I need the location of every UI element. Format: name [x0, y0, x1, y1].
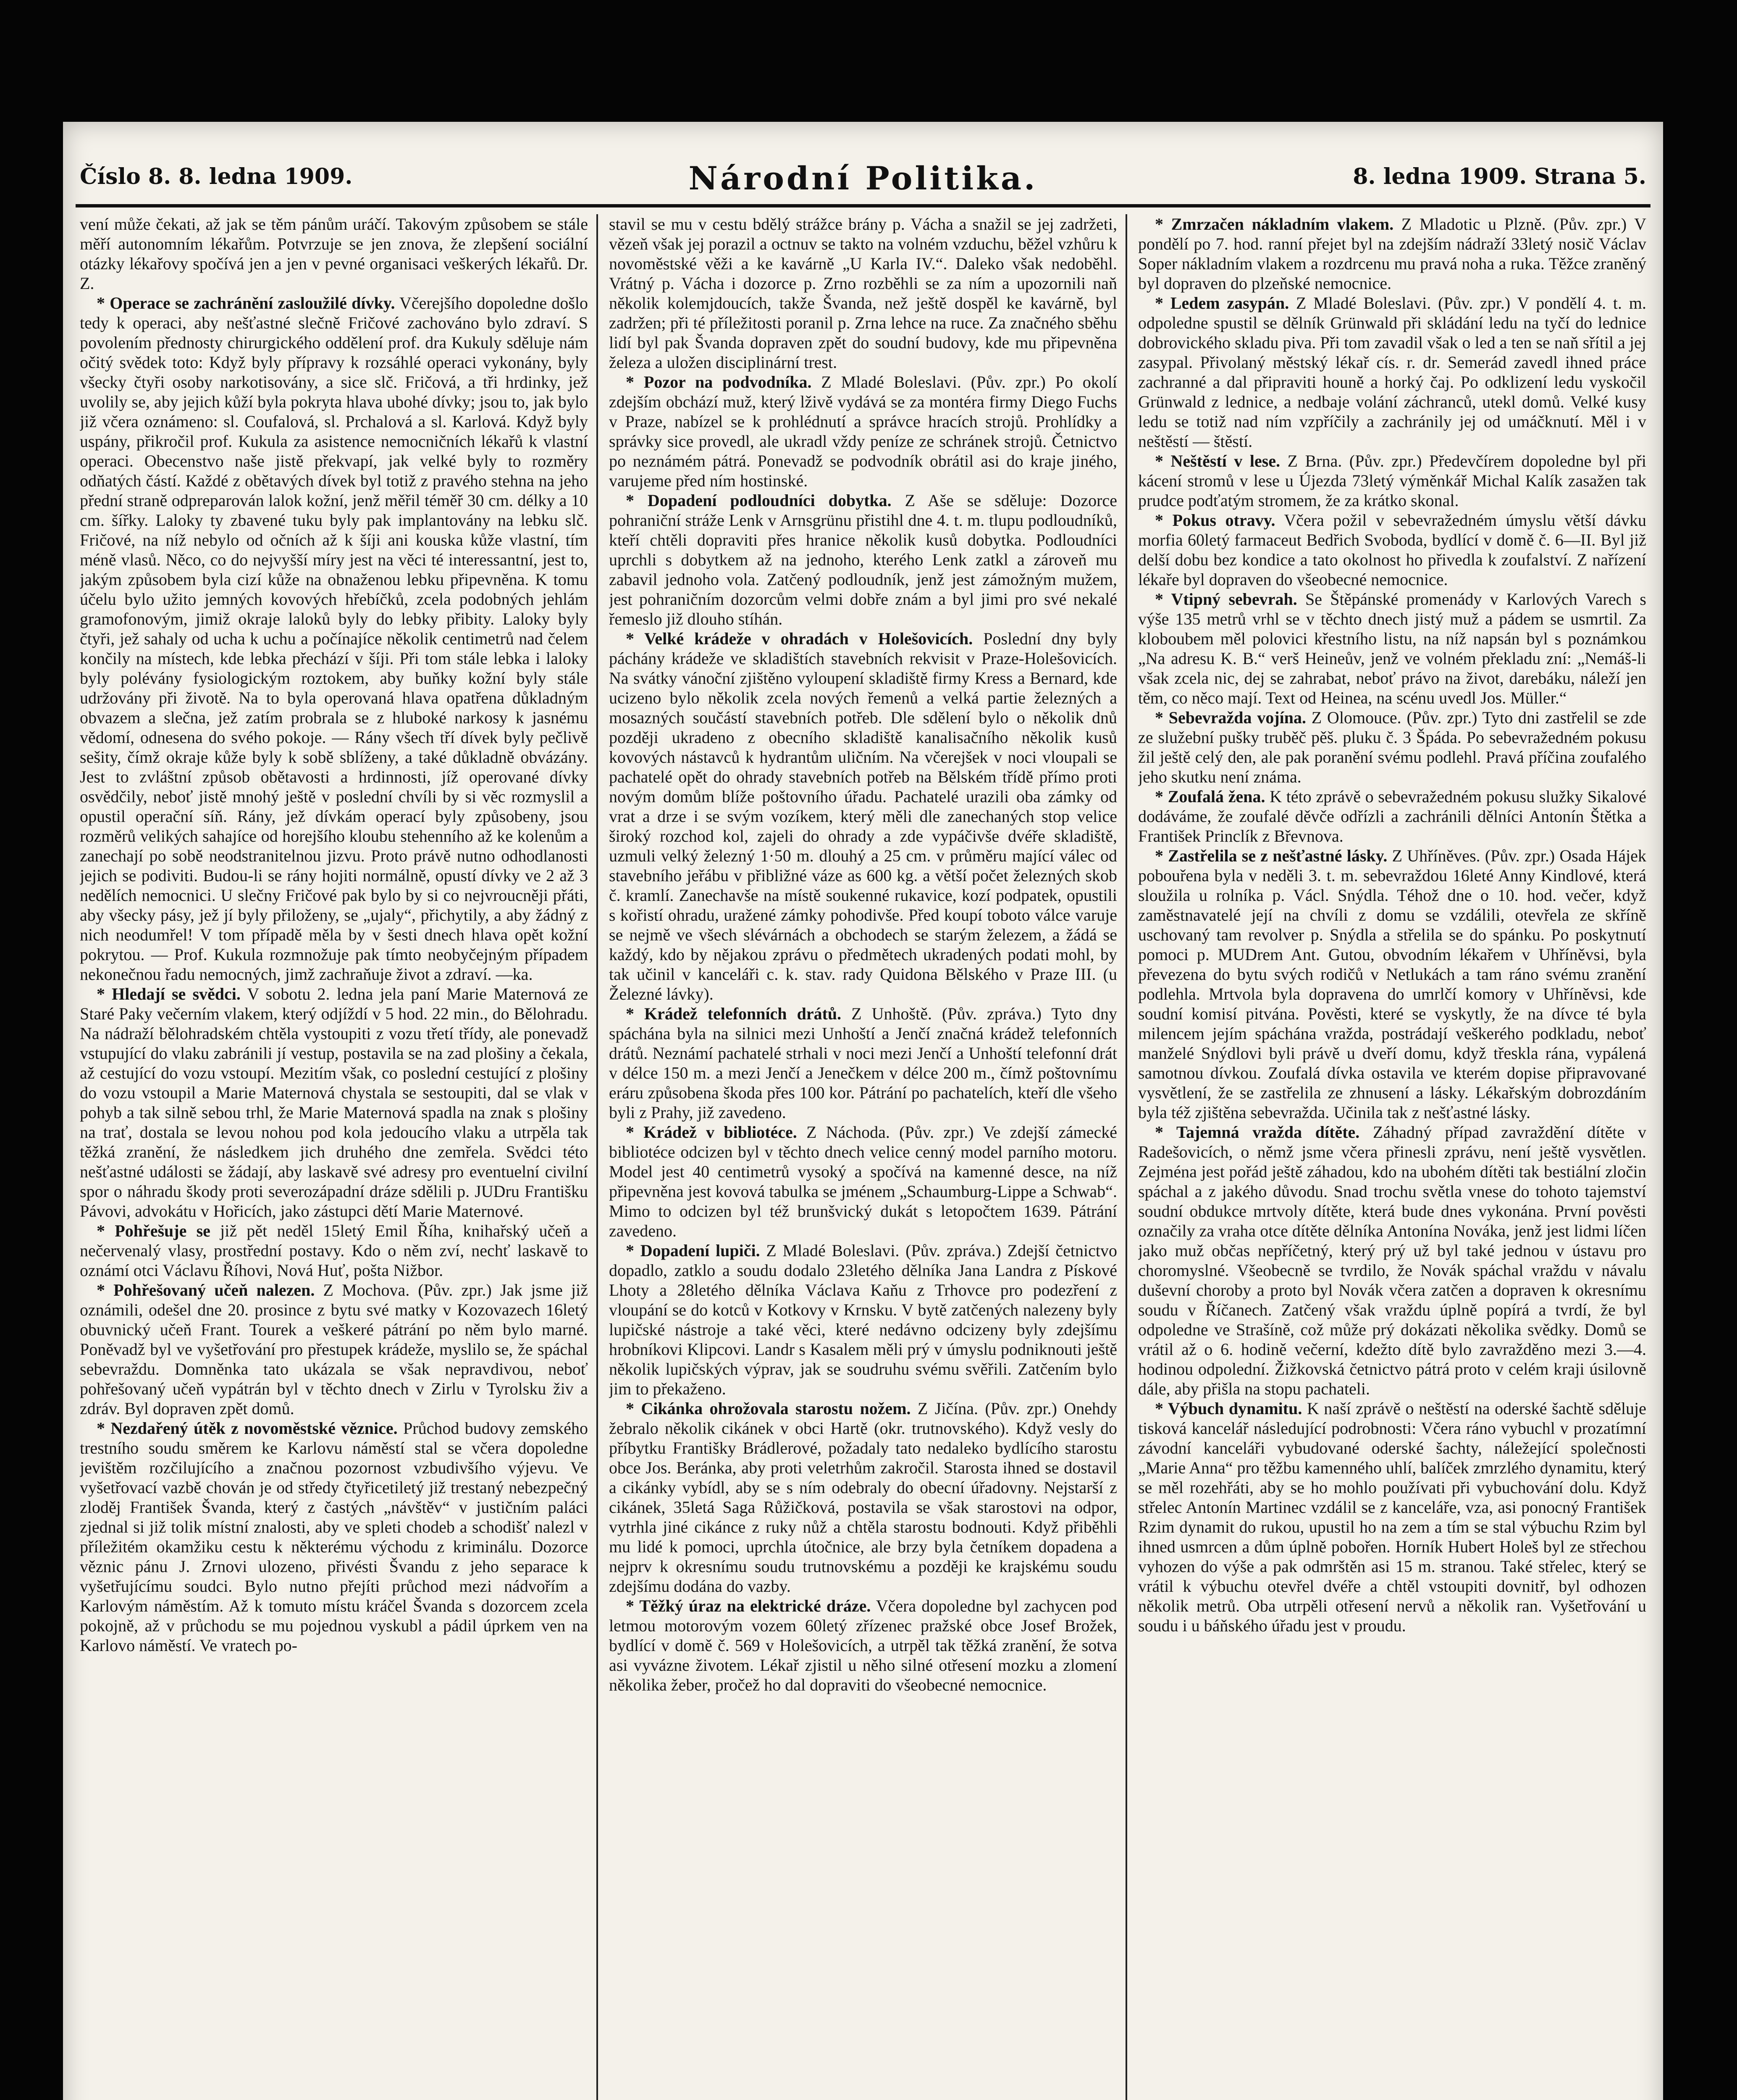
article-paragraph: [80, 1280, 588, 1418]
article-headline: * Velké krádeže v ohradách v Holešovicích.: [626, 629, 973, 648]
article-headline: * Zoufalá žena.: [1155, 787, 1265, 806]
article-headline: * Zastřelila se z nešťastné lásky.: [1155, 846, 1388, 865]
article-paragraph: [1138, 510, 1646, 589]
article-paragraph: [609, 1399, 1117, 1596]
article-text: Z Mochova. (Pův. zpr.) Jak jsme již oznámili, odešel dne 20. prosince z bytu své matky v Kozovazech 16letý obuvnický učeň Frant. Tourek a veškeré pátrání po něm bylo marné. Poněvadž byl ve vyšetřování pro přestupek krádeže, myslilo se, že spáchal sebevraždu. Domněnka tato ukázala se však nepravdivou, neboť pohřešovaný učeň vypátrán byl v těchto dnech v Zirlu v Tyrolsku živ a zdráv. Byl dopraven zpět domů.: [80, 1281, 588, 1418]
article-columns: [80, 214, 1646, 2100]
column-1: [80, 214, 588, 2100]
article-text: Z Náchoda. (Pův. zpr.) Ve zdejší zámecké bibliotéce odcizen byl v těchto dnech velice cenný model parního motoru. Model jest 40 centimetrů vysoký a spočívá na kamenné desce, na níž připevněna jest kovová tabulka se jménem „Schaumburg-Lippe a Schwab“. Mimo to odcizen byl též brunšvický dukát s letopočtem 1639. Pátrání zavedeno.: [609, 1123, 1117, 1240]
newspaper-page: [63, 122, 1663, 2100]
article-headline: * Tajemná vražda dítěte.: [1155, 1123, 1360, 1142]
article-text: Z Mladé Boleslavi. (Pův. zpr.) V pondělí 4. t. m. odpoledne spustil se dělník Grünwald při skládání ledu na tyčí do lednice dobrovického skladu piva. Při tom zavadil však o led a ten se naň sřítil a jej zasypal. Přivolaný městský lékař cís. r. dr. Semerád zavedl ihned práce zachranné a dal připraviti houně a horký čaj. Po odklizení ledu vyskočil Grünwald z lednice, a nedbaje volání záchranců, utekl domů. Velké kusy ledu se totiž nad ním vzpříčily a zachránily jej od umáčknutí. Měl i v neštěstí — štěstí.: [1138, 294, 1646, 451]
article-headline: * Dopadení lupiči.: [626, 1241, 760, 1260]
article-text: Včerejšího dopoledne došlo tedy k operaci, aby nešťastné slečně Fričové zachováno bylo zdraví. S povolením přednosty chirurgického oddělení prof. dra Kukuly sděluje nám očitý svědek toto: Když byly přípravy k rozsáhlé operaci vykonány, byly všecky čtyři osoby narkotisovány, a sice slč. Fričová, a tři hrdinky, jež uvolily se, aby jejich kůží byla pokryta hlava ubohé dívky; jsou to, jak bylo již včera oznámeno: sl. Coufalová, sl. Prchalová a sl. Karlová. Když byly uspány, přikročil prof. Kukula za asistence nemocničních lékařů k vlastní operaci. Obecenstvo naše jistě překvapí, jak velké byly to rozměry odňatých částí. Každé z obětavých dívek byl totiž z pravého stehna na jeho přední straně odpreparován lalok kožní, jenž měřil téměř 30 cm. délky a 10 cm. šířky. Laloky ty zbavené tuku byly pak implantovány na lebku slč. Fričové, na níž nebylo od očních až k šíji ani kouska kůže vlastní, tím méně vlasů. Něco, co do nejvyšší míry jest na věci té interessantní, jest to, jakým způsobem byla cizí kůže na obnaženou lebku připevněna. K tomu účelu bylo užito jemných kovových hřebíčků, zcela podobných jehlám gramofonovým, jimiž okraje laloků byly do lebky přibity. Laloky byly čtyři, jež sahaly od ucha k uchu a počínajíce několik centimetrů nad čelem končily na místech, kde lebka přechází v šíji. Při tom stále lebka i laloky byly polévány fysiologickým roztokem, aby buňky kožní byly stále udržovány při životě. Na to byla operovaná hlava opatřena důkladným obvazem a slečna, jež zatím probrala se z hluboké narkosy k jasnému vědomí, odnesena do svého pokoje. — Rány všech tří dívek byly pečlivě sešity, čímž okraje kůže byly k sobě sblíženy, a také důkladně obvázány. Jest to zvláštní způsob obětavosti a hrdinnosti, jíž operované dívky osvědčily, neboť jistě mnohý ještě v poslední chvíli by si věc rozmyslil a opustil operační síň. Rány, jež dívkám operací byly způsobeny, jsou rozměrů velikých sahajíce od horejšího kloubu stehenního až ke kolenům a zanechají po sobě neodstranitelnou jizvu. Proto právě nutno odhodlanosti jejich se podiviti. Budou-li se rány hojiti normálně, opustí dívky ve 2 až 3 nedělích nemocnici. U slečny Fričové pak bylo by si co nejvroucněji přáti, aby všecky pásy, jež jí byly přiloženy, se „ujaly“, přichytily, a aby žádný z nich neodumřel! V tom případě měla by v šesti dnech hlava opět kožní pokrytou. — Prof. Kukula rozmnožuje pak tímto neobyčejným případem nekonečnou řadu nemocných, jimž zachraňuje život a zdraví. —ka.: [80, 294, 588, 984]
header-rule: [76, 204, 1650, 207]
article-paragraph: [609, 1596, 1117, 1695]
article-text: Z Unhoště. (Pův. zpráva.) Tyto dny spáchána byla na silnici mezi Unhoští a Jenčí značná krádež telefonních drátů. Neznámí pachatelé strhali v noci mezi Jenčí a Unhoští telefonní drát v délce 150 m. a mezi Jenčí a Jenečkem v délce 200 m., čímž poštovnímu eráru způsobena škoda přes 100 kor. Pátrání po pachatelích, kteří dle všeho byli z Prahy, již zavedeno.: [609, 1004, 1117, 1122]
article-headline: * Výbuch dynamitu.: [1155, 1399, 1302, 1418]
article-headline: * Cikánka ohrožovala starostu nožem.: [626, 1399, 911, 1418]
article-text: Se Štěpánské promenády v Karlových Varech s výše 135 metrů vrhl se v těchto dnech jistý muž a pádem se usmrtil. Za kloboubem měl polovici křestního listu, na níž napsán byl s poznámkou „Na adresu K. B.“ verš Heineův, jenž ve volném překladu zní: „Nemáš-li však zcela nic, dej se zahrabat, neboť právo na život, darebáku, náleží jen těm, co něco mají. Text od Heinea, na scénu uvedl Jos. Müller.“: [1138, 590, 1646, 707]
article-headline: * Krádež telefonních drátů.: [626, 1004, 842, 1023]
article-paragraph: [609, 1004, 1117, 1122]
article-text: Z Mladé Boleslavi. (Pův. zpráva.) Zdejší četnictvo dopadlo, zatklo a soudu dodalo 23letého dělníka Jana Landra z Pískové Lhoty a 28letého dělníka Václava Kaňu z Trhovce pro podezření z vloupání se do kotců v Kotkovy v Krnsku. V bytě zatčených nalezeny byly lupičské nástroje a také věci, které nedávno odcizeny byly zdejšímu hrobníkovi Klipcovi. Landr s Kasalem měli prý v úmyslu podniknouti ještě několik lupičských výprav, jak se soudruhu svému svěřili. Zatčením bylo jim to překaženo.: [609, 1241, 1117, 1398]
article-text: Průchod budovy zemského trestního soudu směrem ke Karlovu náměstí stal se včera dopoledne jevištěm rozčilujícího a značnou pozornost vzbudivšího výjevu. Ve vyšetřovací vazbě chován je od středy čtyřicetiletý již trestaný nebezpečný zloděj František Švanda, který z častých „návštěv“ v justičním paláci zjednal si již tolik místní znalosti, aby ve spleti chodeb a schodišť nalezl v příležitém okamžiku cestu k některému východu z kriminálu. Dozorce věznic pánu J. Zrnovi ulozeno, přivésti Švandu z jeho separace k vyšetřujícímu soudci. Bylo nutno přejíti průchod mezi nádvořím a Karlovým náměstím. Až k tomuto místu kráčel Švanda s dozorcem zcela pokojně, až v průchodu se mu pojednou vyskubl a pádil úprkem ven na Karlovo náměstí. Ve vratech po-: [80, 1419, 588, 1655]
article-text: vení může čekati, až jak se těm pánům uráčí. Takovým způsobem se stále měří autonomním lékařům. Potvrzuje se jen znova, že zlepšení sociální otázky lékařovy spočívá jen a jen v pevné organisaci veškerých lékařů. Dr. Z.: [80, 215, 588, 293]
article-paragraph: [80, 214, 588, 293]
article-paragraph: [609, 1122, 1117, 1241]
article-text: Z Aše se sděluje: Dozorce pohraniční stráže Lenk v Arnsgrünu přistihl dne 4. t. m. tlupu podloudníků, kteří chtěli dopraviti přes hranice několik kusů dobytka. Podloudníci uprchli s dobytkem až na jednoho, kterého Lenk zatkl a zároveň mu zabavil jednoho vola. Zatčený podloudník, jenž jest zámožným mužem, jest pohraničním dozorcům velmi dobře znám a byl jimi pro své nekalé řemeslo již dlouho stíhán.: [609, 491, 1117, 628]
article-paragraph: [1138, 214, 1646, 293]
article-paragraph: [1138, 451, 1646, 510]
column-2: [609, 214, 1117, 2100]
page-number-right: 8. ledna 1909. Strana 5.: [1353, 164, 1646, 189]
column-divider: [596, 214, 598, 2100]
article-paragraph: [1138, 589, 1646, 708]
article-paragraph: [609, 214, 1117, 372]
article-paragraph: [609, 491, 1117, 629]
article-headline: * Pohřešuje se: [97, 1221, 210, 1240]
article-headline: * Vtipný sebevrah.: [1155, 590, 1297, 609]
article-headline: * Hledají se svědci.: [97, 984, 241, 1003]
article-text: Z Olomouce. (Pův. zpr.) Tyto dni zastřelil se zde ze služební pušky truběč pěš. pluku č. 3 Špáda. Po sebevražedném pokusu žil ještě celý den, ale pak poranění svému podlehl. Pravá příčina zoufalého jeho skutku není známa.: [1138, 708, 1646, 786]
article-paragraph: [80, 293, 588, 984]
article-headline: * Pokus otravy.: [1155, 511, 1275, 530]
masthead-title: Národní Politika.: [688, 160, 1038, 197]
article-paragraph: [1138, 1122, 1646, 1399]
article-text: Z Brna. (Pův. zpr.) Předevčírem dopoledne byl při kácení stromů v lese u Újezda 73letý výměnkář Michal Kalík zasažen tak prudce podťatým stromem, že za krátko skonal.: [1138, 452, 1646, 510]
article-text: V sobotu 2. ledna jela paní Marie Maternová ze Staré Paky večerním vlakem, který odjíždí v 5 hod. 22 min., do Bělohradu. Na nádraží bělohradském chtěla vystoupiti z vozu třetí třídy, ale ponevadž vstupující do vlaku zabránili jí vestup, postavila se na zad plošiny a čekala, až cestující do vozu vstoupí. Mezitím však, co poslední cestující z plošiny do vozu vstoupil a Marie Maternová chystala se sestoupiti, dal se vlak v pohyb a tak silně sebou trhl, že Marie Maternová spadla na znak s plošiny na trať, dostala se levou nohou pod kola jedoucího vlaku a utrpěla tak těžká zranění, že následkem jich druhého dne zemřela. Svědci této nešťastné události se žádají, aby laskavě své adresy pro eventuelní civilní spor o náhradu škody proti severozápadní dráze sdělili p. JUDru Františku Pávovi, advokátu v Hořicích, jako zástupci dětí Marie Maternové.: [80, 984, 588, 1221]
article-text: Včera dopoledne byl zachycen pod letmou motorovým vozem 60letý zřízenec pražské obce Josef Brožek, bydlící v domě č. 569 v Holešovicích, a utrpěl tak těžká zranění, že sotva asi vyvázne životem. Lékař zjistil u něho silné otřesení mozku a zlomení několika žeber, pročež ho dal dopraviti do všeobecné nemocnice.: [609, 1596, 1117, 1694]
article-paragraph: [80, 1221, 588, 1280]
article-paragraph: [1138, 708, 1646, 787]
article-headline: * Nezdařený útěk z novoměstské věznice.: [97, 1419, 398, 1438]
column-3: [1138, 214, 1646, 2100]
article-headline: * Těžký úraz na elektrické dráze.: [626, 1596, 871, 1615]
article-text: Z Mladotic u Plzně. (Pův. zpr.) V pondělí po 7. hod. ranní přejet byl na zdejším nádraží 33letý nosič Václav Soper nákladním vlakem a rozdrcenu mu pravá noha a ruka. Těžce zraněný byl dopraven do plzeňské nemocnice.: [1138, 215, 1646, 293]
article-headline: * Krádež v bibliotéce.: [626, 1123, 797, 1142]
article-text: K této zprávě o sebevražedném pokusu služky Sikalové dodáváme, že zoufalé děvče odřízli a zachránili dělníci Antonín Štětka a František Princlík z Břevnova.: [1138, 787, 1646, 845]
article-headline: * Operace se zachránění zasloužilé dívky.: [97, 294, 395, 312]
article-paragraph: [80, 1418, 588, 1655]
article-paragraph: [609, 1241, 1117, 1399]
column-divider: [1126, 214, 1127, 2100]
article-paragraph: [80, 984, 588, 1221]
article-text: Z Uhříněves. (Pův. zpr.) Osada Hájek pobouřena byla v neděli 3. t. m. sebevraždou 16leté Anny Kindlové, která sloužila u rolníka p. Václ. Snýdla. Téhož dne o 10. hod. večer, když zaměstnavatelé její na chvíli z domu se vzdálili, otevřela ze skříně uschovaný tam revolver p. Snýdla a střelila se do spánku. Po poskytnutí pomoci p. MUDrem Ant. Gutou, obvodním lékařem v Uhříněvsi, byla převezena do bytu svých rodičů v Netlukách a tam ráno svému zranění podlehla. Mrtvola byla dopravena do umrlčí komory v Uhříněvsi, kde soudní komisí pitvána. Pověsti, které se vyskytly, že na dívce té byla milencem jejím spáchána vražda, postrádají veškerého podkladu, neboť manželé Snýdlovi byli právě u dveří domu, když třeskla rána, vypálená samotnou dívkou. Zoufalá dívka ostavila ve kterém dopise připravované vysvětlení, že se zastřelila ze zhnusení a lásky. Lékařským dobrozdáním byla též zjištěna sebevražda. Učinila tak z nešťastné lásky.: [1138, 846, 1646, 1122]
page-header: [80, 160, 1646, 210]
article-text: stavil se mu v cestu bdělý strážce brány p. Vácha a snažil se jej zadržeti, vězeň však jej porazil a octnuv se takto na volném vzduchu, běžel vzhůru k novoměstské věži a ke kavárně „U Karla IV.“. Daleko však nedoběhl. Vrátný p. Vácha i dozorce p. Zrno rozběhli se za ním a upozornili naň několik kolemjdoucích, takže Švanda, než ještě dospěl ke kavárně, byl zadržen; při té příležitosti poranil p. Zrna lehce na ruce. Za značného sběhu lidí byl pak Švanda dopraven zpět do soudní budovy, kde mu připevněna železa a uložen disciplinární trest.: [609, 215, 1117, 372]
article-paragraph: [1138, 293, 1646, 451]
article-text: Z Mladé Boleslavi. (Pův. zpr.) Po okolí zdejším obchází muž, který lživě vydává se za montéra firmy Diego Fuchs v Praze, nabízel se k prohlédnutí a správce hracích strojů. Prohlídky a správky sice provedl, ale ukradl vždy peníze ze schránek strojů. Četnictvo po neznámém pátrá. Ponevadž se podvodník obrátil asi do kraje jiného, varujeme před ním hostinské.: [609, 373, 1117, 490]
article-headline: * Sebevražda vojína.: [1155, 708, 1307, 727]
article-text: již pět neděl 15letý Emil Říha, knihařský učeň a nečervenalý vlasy, prostřední postavy. Kdo o něm zví, nechť laskavě to oznámí otci Václavu Říhovi, Nová Huť, pošta Nižbor.: [80, 1221, 588, 1280]
article-text: Záhadný případ zavraždění dítěte v Radešovicích, o němž jsme včera přinesli zprávu, není ještě vysvětlen. Zejména jest pořád ještě záhadou, kdo na ubohém dítěti tak bestiální zločin spáchal a z jakého důvodu. Snad trochu světla vnese do tohoto tajemství soudní obdukce mrtvoly dítěte, která bude dnes vykonána. První pověsti označily za vraha otce dítěte dělníka Antonína Nováka, jenž jest lidmi líčen jako muž občas nepříčetný, který prý už byl také jednou v ústavu pro choromyslné. Všeobecně se tvrdilo, že Novák spáchal vraždu v návalu duševní choroby a proto byl Novák včera zatčen a dopraven k okresnímu soudu v Říčanech. Zatčený však vraždu úplně popírá a tvrdí, že byl odpoledne ve Strašíně, což může prý dokázati několika svědky. Domů se vrátil až o 6. hodině večerní, kdežto dítě bylo zavražděno mezi 3.—4. hodinou odpolední. Žižkovská četnictvo pátrá proto v celém kraji úsilovně dále, aby přišla na stopu pachateli.: [1138, 1123, 1646, 1398]
issue-date-left: Číslo 8. 8. ledna 1909.: [80, 164, 353, 189]
article-headline: * Zmrzačen nákladním vlakem.: [1155, 215, 1394, 234]
article-text: Poslední dny byly páchány krádeže ve skladištích stavebních rekvisit v Praze-Holešovicích. Na svátky vánoční zjištěno vyloupení skladiště firmy Kress a Bernard, kde ucizeno bylo několik zcela nových řemenů a velká partie železných a mosazných součástí stavebních potřeb. Dle sdělení bylo o několik dnů později ukradeno z obecního skladiště kanalisačního několik kusů kovových nástavců k hydrantům uličním. Na včerejšek v noci vloupali se pachatelé opět do ohrady stavebních potřeb na Bělském třídě přímo proti novým domům blíže poštovního úřadu. Pachatelé urazili oba zámky od vrat a drze i se svým vozíkem, který měli dle zanechaných stop velice široký rozchod kol, zajeli do ohrady a zde vypáčivše dvéře skladiště, uzmuli velký železný 1·50 m. dlouhý a 25 cm. v průměru mající válec od stavebního jeřábu v přibližné váze as 600 kg. a větší počet železných skob č. kramlí. Zanechavše na místě soukenné rukavice, kozí podpatek, opustili s kořistí ohradu, uražené zámky pohodivše. Před koupí toboto válce varuje se nejmě ve všech slévárnách a obchodech se starým železem, a žádá se každý, kdo by nějakou zprávu o předmětech ukradených podati mohl, by tak učinil v kanceláři c. k. stav. rady Quidona Bělského v Praze III. (u Železné lávky).: [609, 629, 1117, 1003]
article-headline: * Neštěstí v lese.: [1155, 452, 1280, 470]
article-paragraph: [609, 629, 1117, 1004]
article-paragraph: [1138, 787, 1646, 846]
article-headline: * Pohřešovaný učeň nalezen.: [97, 1281, 315, 1299]
article-paragraph: [1138, 1399, 1646, 1635]
article-paragraph: [1138, 846, 1646, 1122]
article-text: Z Jičína. (Pův. zpr.) Onehdy žebralo několik cikánek v obci Hartě (okr. trutnovského). Když vesly do příbytku Františky Brádlerové, požadaly tato nedaleko bydlícího starostu obce Jos. Beránka, aby proti veletrhům zakročil. Starosta ihned se dostavil a cikánky vybídl, aby se s ním odebraly do obecní úřadovny. Nejstarší z cikánek, 35letá Saga Růžičková, postavila se však starostovi na odpor, vytrhla jiné cikánce z ruky nůž a chtěla starostu bodnouti. Když přiběhli mu lidé k pomoci, uprchla útočnice, ale brzy byla četníkem dopadena a nejprv k okresnímu soudu trutnovskému a později ke krajskému soudu zdejšímu dodána do vazby.: [609, 1399, 1117, 1596]
article-text: Včera požil v sebevražedném úmyslu větší dávku morfia 60letý farmaceut Bedřich Svoboda, bydlící v domě č. 6—II. Byl již delší dobu bez kondice a tato okolnost ho přivedla k zoufalství. Z nařízení lékaře byl dopraven do všeobecné nemocnice.: [1138, 511, 1646, 589]
article-headline: * Ledem zasypán.: [1155, 294, 1289, 312]
article-headline: * Pozor na podvodníka.: [626, 373, 812, 391]
article-headline: * Dopadení podloudníci dobytka.: [626, 491, 892, 510]
article-paragraph: [609, 372, 1117, 491]
article-text: K naší zprávě o neštěstí na oderské šachtě sděluje tisková kancelář následující podrobnosti: Včera ráno vybuchl v prozatímní závodní kanceláři vybudované oderské šachty, náležející společnosti „Marie Anna“ pro těžbu kamenného uhlí, balíček zmrzlého dynamitu, který se měl rozehřáti, aby se ho mohlo používati při vybuchování dolu. Když střelec Antonín Martinec vzdálil se z kanceláře, vza, asi ponocný František Rzim dynamit do rukou, upustil ho na zem a tím se stal výbuchu Rzim byl ihned usmrcen a dům úplně pobořen. Horník Hubert Holeš byl ze střechou vyhozen do výše a pak odmrštěn asi 15 m. stranou. Také střelec, který se vrátil k výbuchu otevřel dvéře a chtěl vstoupiti dovnitř, byl odhozen několik metrů. Oba utrpěli otřesení nervů a několik ran. Vyšetřování u soudu i u báňského úřadu jest v proudu.: [1138, 1399, 1646, 1635]
